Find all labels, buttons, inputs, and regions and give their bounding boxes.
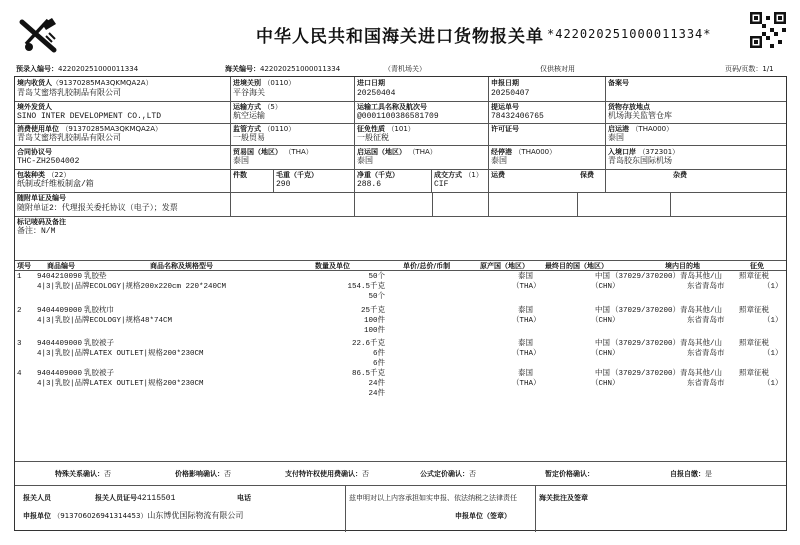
filing-label: 备案号 [608, 79, 629, 87]
tax-label: 征免性质 （101） [357, 125, 415, 133]
user-label: 消费使用单位 （91370285MA3QKMQA2A） [17, 125, 163, 133]
col-name: 商品名称及规格型号 [150, 262, 213, 270]
vehicle-value: @0001100386581709 [357, 112, 439, 121]
item-levy: 照章征税 [739, 307, 769, 315]
item-dest: 中国 [595, 307, 610, 315]
marks-label: 标记唛码及备注 [17, 218, 66, 226]
page-info: 页码/页数：1/1 [725, 65, 774, 73]
item-dest: 中国 [595, 273, 610, 281]
item-levy-code: （1） [763, 283, 783, 291]
item-origin-code: （THA） [512, 350, 541, 358]
item-qty3: 6件 [372, 360, 385, 368]
net-weight-label: 净重（千克） [357, 171, 399, 179]
license-label: 许可证号 [491, 125, 519, 133]
item-qty1: 22.6千克 [351, 340, 385, 348]
item-qty3: 24件 [368, 390, 385, 398]
declaring-unit: 申报单位 （913706026941314453）山东博优国际物流有限公司 [23, 512, 244, 521]
item-dest: 中国 [595, 370, 610, 378]
shipper-label: 境外发货人 [17, 103, 52, 111]
item-origin: 泰国 [518, 307, 533, 315]
item-origin: 泰国 [518, 340, 533, 348]
item-origin: 泰国 [518, 273, 533, 281]
entry-port-value: 青岛胶东国际机场 [608, 157, 672, 166]
item-domestic2: 东省青岛市 [687, 283, 725, 291]
vehicle-label: 运输工具名称及航次号 [357, 103, 427, 111]
item-domestic2: 东省青岛市 [687, 350, 725, 358]
supervision-value: 一般贸易 [233, 134, 265, 143]
qr-code [750, 12, 786, 48]
document-title: 中华人民共和国海关进口货物报关单 [256, 27, 544, 47]
consignee-label: 境内收货人（91370285MA3QKMQA2A） [17, 79, 153, 87]
item-qty3: 100件 [363, 327, 385, 335]
import-date-value: 20250404 [357, 89, 396, 98]
item-levy-code: （1） [763, 380, 783, 388]
declarant-cert: 报关人员证号42115501 [95, 494, 176, 503]
inspection-note: 仅供核对用 [540, 65, 575, 73]
col-dest: 最终目的国（地区） [545, 262, 608, 270]
departure-value: 泰国 [608, 134, 624, 143]
marks-value: 备注：N/M [17, 227, 56, 236]
item-qty1: 86.5千克 [351, 370, 385, 378]
import-date-label: 进口日期 [357, 79, 385, 87]
entry-customs-value: 平谷海关 [233, 89, 265, 98]
price-effect-confirm: 价格影响确认：否 [175, 470, 231, 478]
item-code: 9404409000 [37, 370, 83, 378]
item-levy: 照章征税 [739, 370, 769, 378]
item-code: 9404210090 [37, 273, 83, 281]
declare-date-label: 申报日期 [491, 79, 519, 87]
trade-country-value: 泰国 [233, 157, 249, 166]
via-port-label: 经停港 （THA000） [491, 148, 557, 156]
item-dest-code: （CHN） [591, 283, 620, 291]
item-dest: 中国 [595, 340, 610, 348]
item-levy: 照章征税 [739, 340, 769, 348]
item-levy: 照章征税 [739, 273, 769, 281]
item-dest-code: （CHN） [591, 380, 620, 388]
special-relation-confirm: 特殊关系确认：否 [55, 470, 111, 478]
provisional-price-confirm: 暂定价格确认： [545, 470, 594, 478]
pre-entry-number: 预录入编号：422020251000011334 [16, 65, 139, 73]
departure-label: 启运港 （THA000） [608, 125, 674, 133]
item-qty1: 25千克 [360, 307, 385, 315]
declaration-form [14, 76, 787, 531]
item-seq: 3 [17, 340, 22, 348]
item-spec: 4|3|乳胶|品牌LATEX OUTLET|规格200*230CM [37, 380, 204, 388]
net-weight-value: 288.6 [357, 180, 382, 189]
freight-label: 运费 [491, 171, 505, 179]
consignee-name: 青岛艾蜜塔乳胶制品有限公司 [17, 89, 121, 98]
col-code: 商品编号 [47, 262, 75, 270]
tax-value: 一般征税 [357, 134, 389, 143]
customs-number: 海关编号：422020251000011334 [225, 65, 341, 73]
transport-value: 航空运输 [233, 112, 265, 121]
item-origin: 泰国 [518, 370, 533, 378]
item-dest-code: （CHN） [591, 317, 620, 325]
item-qty2: 100件 [363, 317, 385, 325]
shipper-name: SINO INTER DEVELOPMENT CO.,LTD [17, 112, 162, 121]
item-seq: 2 [17, 307, 22, 315]
contract-value: THC-ZH2504002 [17, 157, 80, 166]
item-domestic: （37029/370200）青岛其他/山 [611, 307, 723, 315]
pieces-label: 件数 [233, 171, 247, 179]
unit-seal-label: 申报单位（签章） [455, 512, 511, 520]
transport-label: 运输方式 （5） [233, 103, 282, 111]
item-name: 乳胶枕巾 [84, 307, 114, 315]
origin-country-label: 启运国（地区） （THA） [357, 148, 437, 156]
item-dest-code: （CHN） [591, 350, 620, 358]
declarant-label: 报关人员 [23, 494, 51, 502]
legal-statement: 兹申明对以上内容承担如实申报、依法纳税之法律责任 [349, 494, 517, 502]
col-seq: 项号 [17, 262, 31, 270]
bill-value: 78432406765 [491, 112, 544, 121]
item-origin-code: （THA） [512, 283, 541, 291]
deal-value: CIF [434, 180, 449, 189]
item-domestic: （37029/370200）青岛其他/山 [611, 273, 723, 281]
self-declare-confirm: 自报自缴：是 [670, 470, 712, 478]
docs-value: 随附单证2：代理报关委托协议（电子）；发票 [17, 204, 178, 213]
item-name: 乳胶被子 [84, 370, 114, 378]
item-qty3: 50个 [368, 293, 385, 301]
item-seq: 1 [17, 273, 22, 281]
item-code: 9404409000 [37, 340, 83, 348]
entry-port-label: 入境口岸 （372301） [608, 148, 680, 156]
item-qty2: 154.5千克 [347, 283, 385, 291]
col-levy: 征免 [750, 262, 764, 270]
trade-country-label: 贸易国（地区） （THA） [233, 148, 313, 156]
origin-country-value: 泰国 [357, 157, 373, 166]
deal-label: 成交方式 （1） [434, 171, 483, 179]
bill-label: 提运单号 [491, 103, 519, 111]
item-levy-code: （1） [763, 317, 783, 325]
contract-label: 合同协议号 [17, 148, 52, 156]
col-origin: 原产国（地区） [480, 262, 529, 270]
declare-date-value: 20250407 [491, 89, 530, 98]
item-qty2: 24件 [368, 380, 385, 388]
customs-port-note: （青机场关） [384, 65, 426, 73]
item-qty1: 50个 [368, 273, 385, 281]
formula-price-confirm: 公式定价确认：否 [420, 470, 476, 478]
item-domestic2: 东省青岛市 [687, 317, 725, 325]
col-qty: 数量及单位 [315, 262, 350, 270]
item-origin-code: （THA） [512, 380, 541, 388]
storage-value: 机场海关监管仓库 [608, 112, 672, 121]
approval-label: 海关批注及签章 [539, 494, 588, 502]
insurance-label: 保费 [580, 171, 594, 179]
misc-label: 杂费 [673, 171, 687, 179]
phone-label: 电话 [237, 494, 251, 502]
supervision-label: 监管方式 （0110） [233, 125, 296, 133]
serial-barcode-text: *422020251000011334* [547, 27, 712, 41]
item-spec: 4|3|乳胶|品牌LATEX OUTLET|规格200*230CM [37, 350, 204, 358]
item-domestic: （37029/370200）青岛其他/山 [611, 340, 723, 348]
item-origin-code: （THA） [512, 317, 541, 325]
item-spec: 4|3|乳胶|品牌ECOLOGY|规格48*74CM [37, 317, 173, 325]
gross-weight-label: 毛重（千克） [276, 171, 318, 179]
storage-label: 货物存放地点 [608, 103, 650, 111]
docs-label: 随附单证及编号 [17, 194, 66, 202]
pack-label: 包装种类 （22） [17, 171, 71, 179]
via-port-value: 泰国 [491, 157, 507, 166]
item-domestic: （37029/370200）青岛其他/山 [611, 370, 723, 378]
item-levy-code: （1） [763, 350, 783, 358]
user-name: 青岛艾蜜塔乳胶制品有限公司 [17, 134, 121, 143]
item-qty2: 6件 [372, 350, 385, 358]
col-price: 单价/总价/币制 [403, 262, 451, 270]
item-domestic2: 东省青岛市 [687, 380, 725, 388]
item-spec: 4|3|乳胶|品牌ECOLOGY|规格200x220cm 220*240CM [37, 283, 227, 291]
item-name: 乳胶垫 [84, 273, 107, 281]
item-seq: 4 [17, 370, 22, 378]
entry-customs-label: 进境关别 （0110） [233, 79, 296, 87]
royalty-confirm: 支付特许权使用费确认：否 [285, 470, 369, 478]
item-name: 乳胶被子 [84, 340, 114, 348]
pack-value: 纸制或纤维板制盒/箱 [17, 180, 94, 189]
gross-weight-value: 290 [276, 180, 291, 189]
col-domestic: 境内目的地 [665, 262, 700, 270]
item-code: 9404409000 [37, 307, 83, 315]
